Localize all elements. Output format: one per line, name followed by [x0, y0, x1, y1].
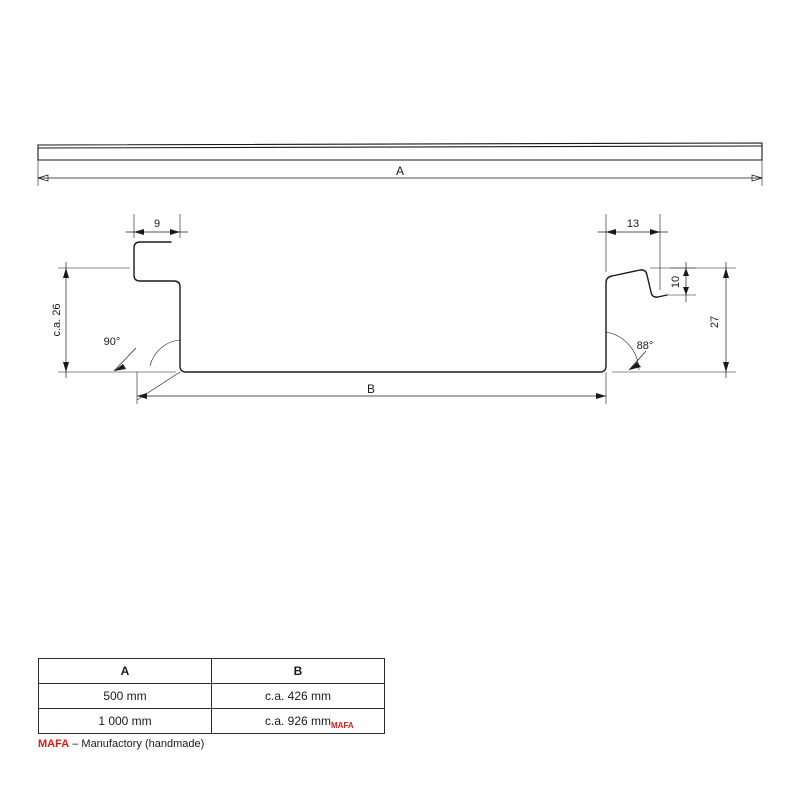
table-cell-b-2-text: c.a. 926 mm — [264, 714, 332, 728]
dimension-right-height-label: 27 — [709, 315, 721, 329]
table-header-a: A — [39, 659, 212, 684]
dimension-a — [38, 160, 762, 186]
table-cell-a-2: 1 000 mm — [39, 709, 212, 734]
spec-table — [38, 658, 385, 734]
dimension-right-lip-label: 10 — [670, 275, 682, 289]
footnote-brand: MAFA — [38, 738, 70, 750]
dimension-left-flange — [126, 214, 188, 238]
top-bar-outline — [38, 143, 762, 160]
dimension-left-height — [51, 262, 176, 378]
dimension-b — [137, 372, 606, 404]
dimension-left-height-label: c.a. 26 — [51, 303, 63, 337]
table-row — [39, 684, 385, 709]
angle-right — [606, 332, 653, 370]
table-cell-b-1: c.a. 426 mm — [212, 684, 385, 709]
profile-outline — [134, 242, 667, 372]
dimension-left-flange-label: 9 — [153, 218, 161, 230]
angle-right-label: 88° — [636, 340, 654, 352]
profile-cross-section — [134, 242, 667, 372]
dimension-b-label: B — [366, 382, 376, 396]
table-cell-b-2 — [212, 709, 385, 734]
dimension-right-lip — [650, 262, 696, 302]
table-cell-a-1: 500 mm — [39, 684, 212, 709]
mafa-watermark: MAFA — [331, 721, 354, 730]
footnote-text: – Manufactory (handmade) — [69, 738, 205, 750]
angle-left — [104, 336, 180, 371]
table-header-row — [39, 659, 385, 684]
table-header-b: B — [212, 659, 385, 684]
dimension-right-flange-label: 13 — [626, 218, 640, 230]
top-bar-fold-line — [38, 146, 762, 148]
top-bar-view — [38, 143, 762, 160]
table-row — [39, 709, 385, 734]
dimension-right-flange — [598, 214, 668, 290]
footnote — [38, 738, 204, 750]
dimension-a-label: A — [395, 164, 405, 178]
angle-left-label: 90° — [103, 336, 121, 348]
